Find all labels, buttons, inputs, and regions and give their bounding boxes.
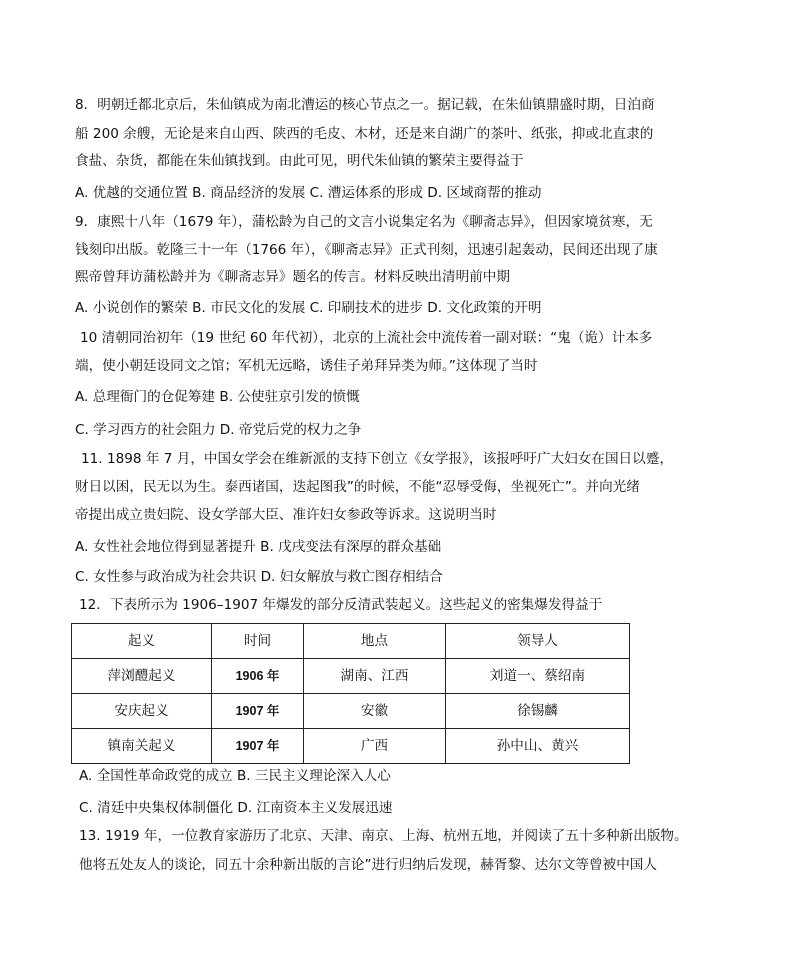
table-cell: 1907 年	[212, 694, 304, 729]
table-cell: 湖南、江西	[304, 659, 446, 694]
question-12-options-2: C. 清廷中央集权体制僵化 D. 江南资本主义发展迅速	[79, 800, 393, 816]
question-8-line-1: 8．明朝迁都北京后，朱仙镇成为南北漕运的核心节点之一。据记载，在朱仙镇鼎盛时期，日泊商	[75, 97, 655, 113]
question-11-options-2: C. 女性参与政治成为社会共识 D. 妇女解放与救亡图存相结合	[75, 569, 443, 585]
question-9-options: A. 小说创作的繁荣 B. 市民文化的发展 C. 印刷技术的进步 D. 文化政策的开明	[75, 300, 542, 316]
question-9-line-1: 9．康熙十八年（1679 年），蒲松龄为自己的文言小说集定名为《聊斋志异》，但因家境贫寒，无	[75, 214, 653, 230]
table-cell: 孙中山、黄兴	[446, 729, 630, 764]
uprisings-table	[71, 623, 630, 764]
question-8-options: A. 优越的交通位置 B. 商品经济的发展 C. 漕运体系的形成 D. 区域商帮的推动	[75, 185, 542, 201]
question-11-line-1: 11. 1898 年 7 月，中国女学会在维新派的支持下创立《女学报》，该报呼吁广大妇女在国日以蹙，	[81, 451, 673, 467]
question-13-line-1: 13. 1919 年，一位教育家游历了北京、天津、南京、上海、杭州五地，并阅读了五十多种新出版物。	[79, 828, 688, 844]
question-8-line-3: 食盐、杂货，都能在朱仙镇找到。由此可见，明代朱仙镇的繁荣主要得益于	[75, 153, 524, 169]
table-cell: 徐锡麟	[446, 694, 630, 729]
question-9-line-2: 钱刻印出版。乾隆三十一年（1766 年），《聊斋志异》正式刊刻，迅速引起轰动，民间还出现了康	[75, 242, 658, 258]
table-header-cell: 时间	[212, 624, 304, 659]
question-12-options-1: A. 全国性革命政党的成立 B. 三民主义理论深入人心	[79, 768, 391, 784]
table-cell: 1906 年	[212, 659, 304, 694]
table-header-cell: 地点	[304, 624, 446, 659]
question-11-line-2: 财日以困，民无以为生。泰西诸国，迭起图我”的时候，不能“忍辱受侮，坐视死亡”。并向光绪	[75, 479, 640, 495]
table-header-cell: 起义	[72, 624, 212, 659]
table-row	[72, 729, 630, 764]
question-10-line-1: 10 清朝同治初年（19 世纪 60 年代初），北京的上流社会中流传着一副对联：“鬼（诡）计本多	[80, 330, 653, 346]
table-cell: 安徽	[304, 694, 446, 729]
question-11-line-3: 帝提出成立贵妇院、设女学部大臣、准许妇女参政等诉求。这说明当时	[75, 507, 497, 523]
table-cell: 镇南关起义	[72, 729, 212, 764]
question-10-options-1: A. 总理衙门的仓促筹建 B. 公使驻京引发的愤慨	[75, 389, 360, 405]
table-cell: 安庆起义	[72, 694, 212, 729]
table-header-row	[72, 624, 630, 659]
question-12-line-1: 12．下表所示为 1906–1907 年爆发的部分反清武装起义。这些起义的密集爆发得益于	[79, 597, 603, 613]
question-11-options-1: A. 女性社会地位得到显著提升 B. 戊戌变法有深厚的群众基础	[75, 539, 442, 555]
table-cell: 1907 年	[212, 729, 304, 764]
question-9-line-3: 熙帝曾拜访蒲松龄并为《聊斋志异》题名的传言。材料反映出清明前中期	[75, 269, 510, 285]
question-8-line-2: 船 200 余艘，无论是来自山西、陕西的毛皮、木材，还是来自湖广的茶叶、纸张，抑或北直隶的	[75, 126, 654, 142]
question-10-options-2: C. 学习西方的社会阻力 D. 帝党后党的权力之争	[75, 422, 362, 438]
table-row	[72, 659, 630, 694]
table-row	[72, 694, 630, 729]
table-cell: 广西	[304, 729, 446, 764]
question-10-line-2: 端，使小朝廷设同文之馆；军机无远略，诱佳子弟拜异类为师。”这体现了当时	[75, 358, 538, 374]
table-header-cell: 领导人	[446, 624, 630, 659]
table-cell: 刘道一、蔡绍南	[446, 659, 630, 694]
question-13-line-2: 他将五处友人的谈论，同五十余种新出版的言论”进行归纳后发现，赫胥黎、达尔文等曾被中国人	[79, 857, 657, 873]
table-cell: 萍浏醴起义	[72, 659, 212, 694]
